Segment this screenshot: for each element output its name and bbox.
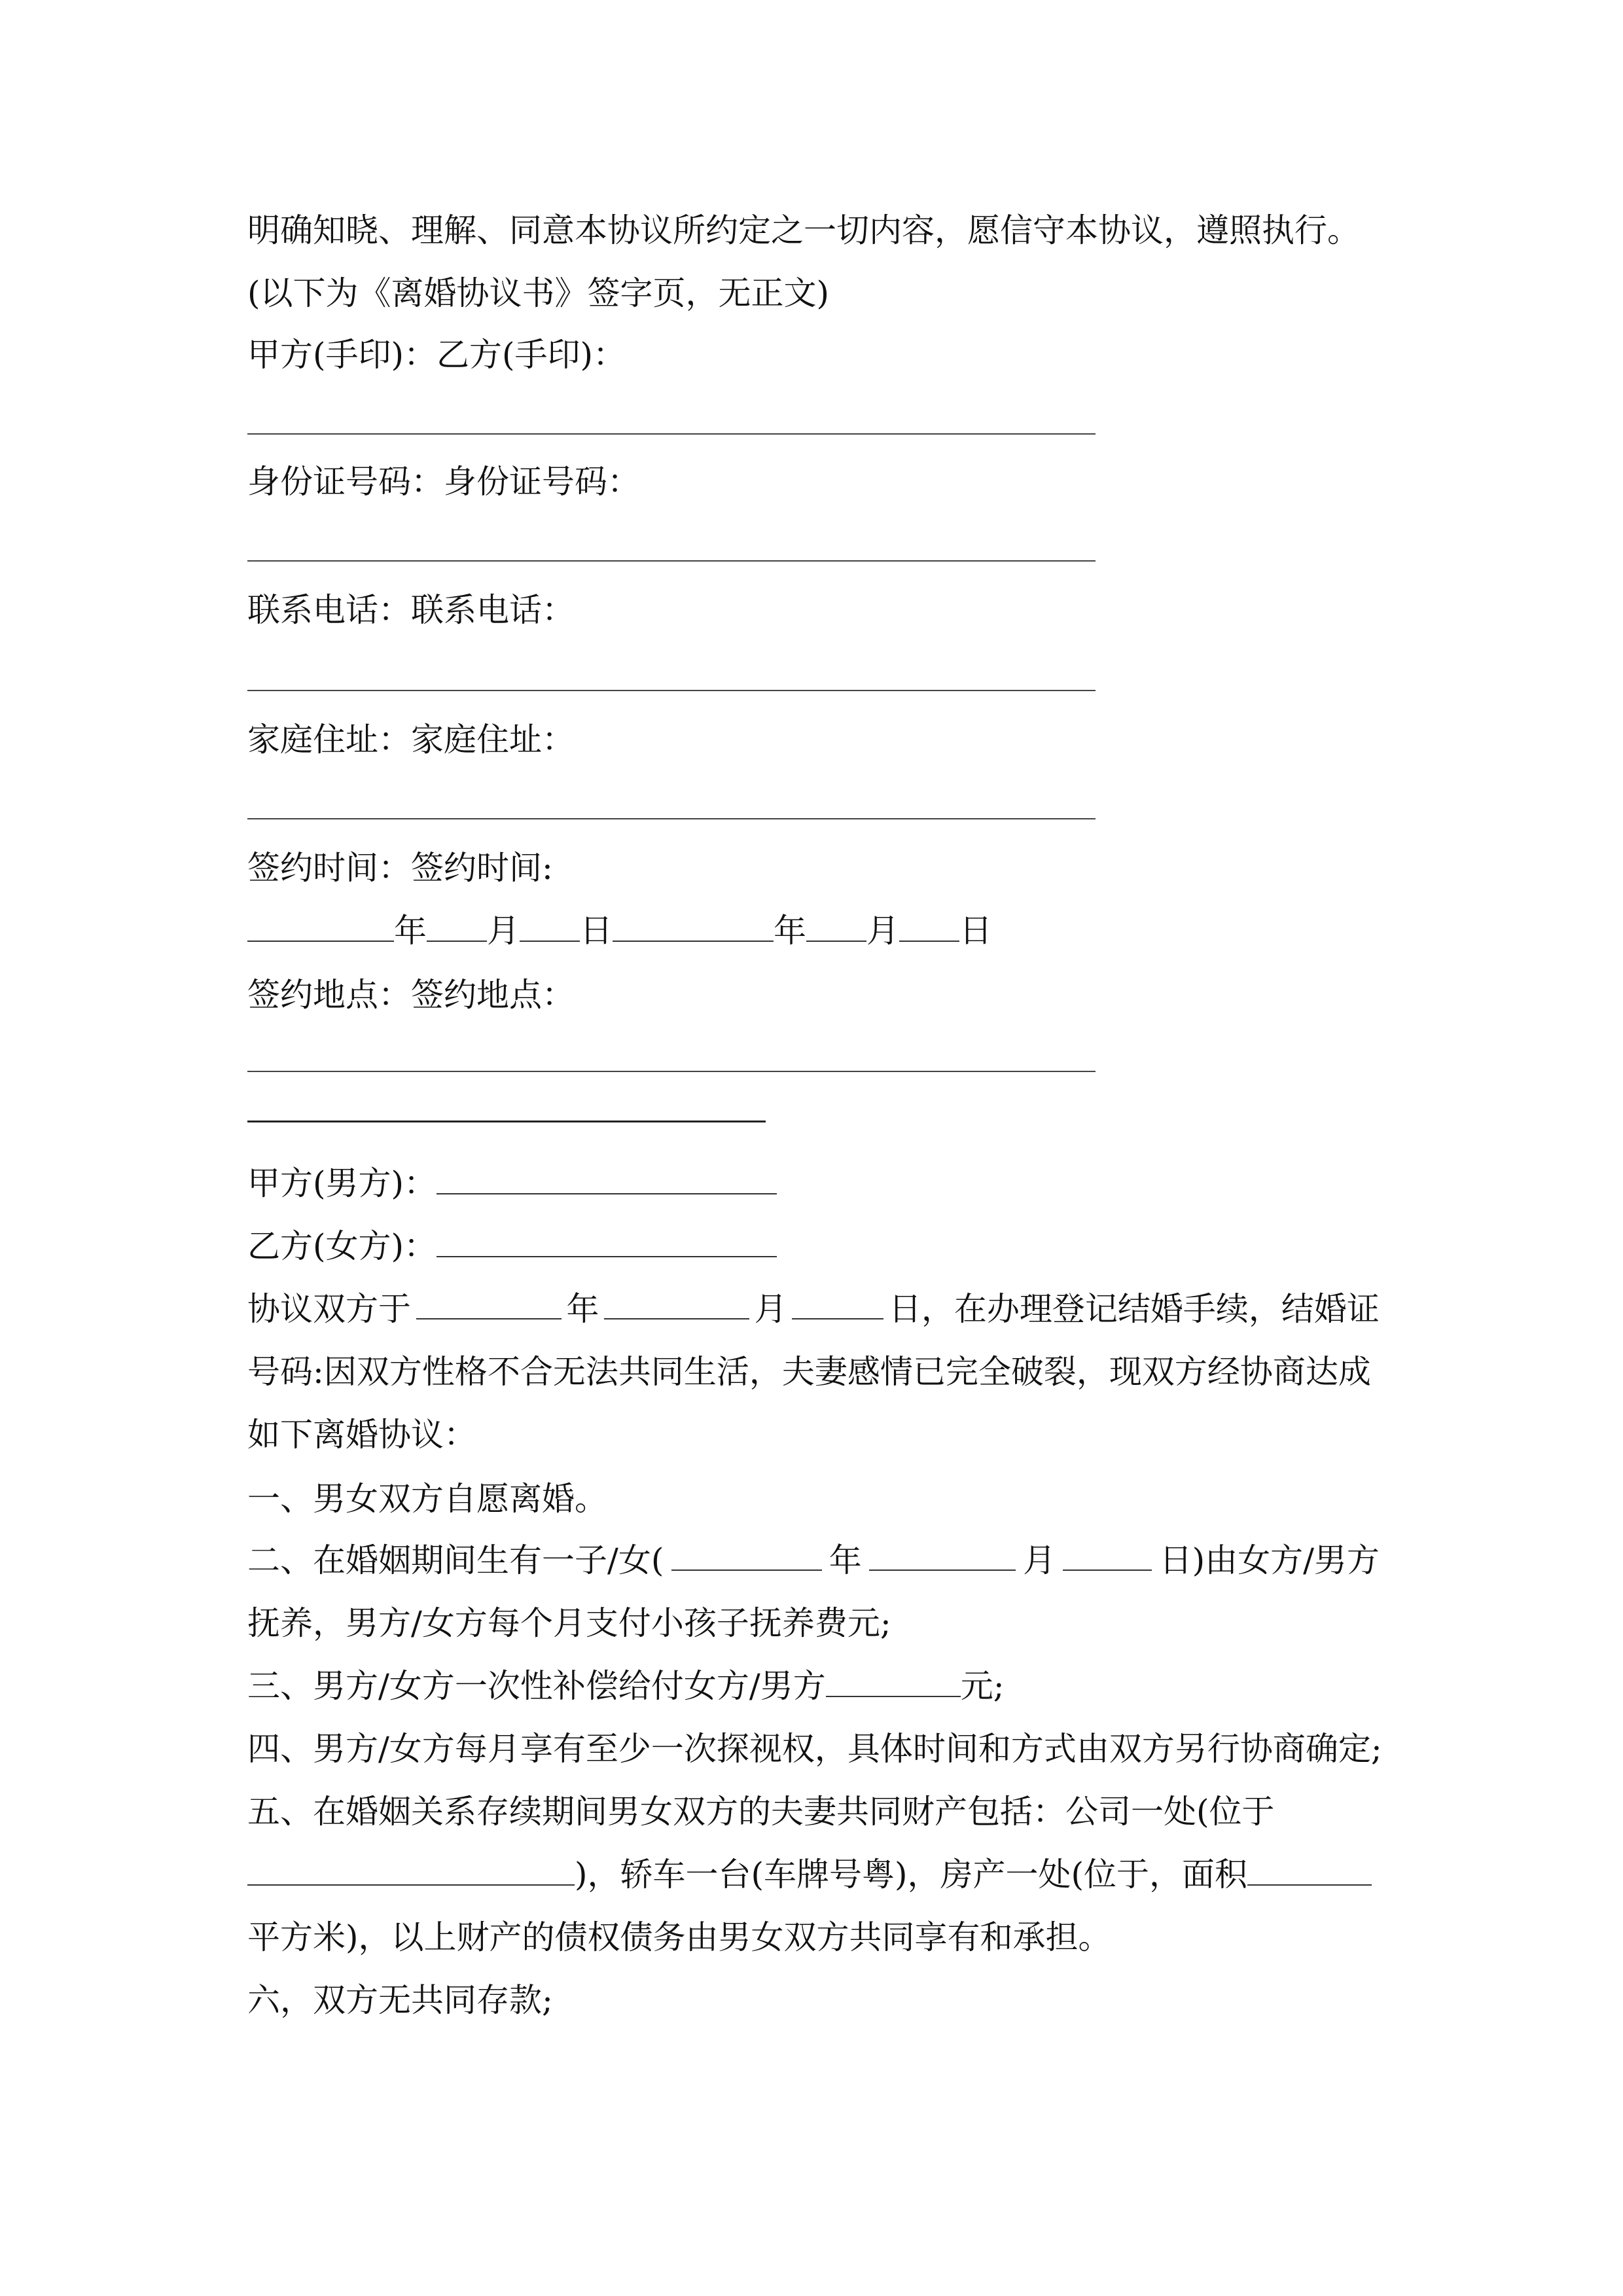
- sign-place-label: 签约地点：签约地点：: [247, 976, 575, 1014]
- child-birth-year-blank: [671, 1541, 822, 1571]
- child-birth-month-blank: [869, 1541, 1016, 1571]
- child-birth-day-blank: [1063, 1541, 1152, 1571]
- clause-3-suffix: 元;: [960, 1667, 1005, 1705]
- clause-4: 四、男方/女方每月享有至少一次探视权，具体时间和方式由双方另行协商确定;: [247, 1730, 1382, 1768]
- party-a-month-blank: [427, 912, 487, 942]
- marriage-year-blank: [416, 1289, 562, 1319]
- clause-5-line-3: 平方米)，以上财产的债权债务由男女双方共同享有和承担。: [247, 1918, 1111, 1956]
- consent-line: 明确知晓、理解、同意本协议所约定之一切内容，愿信守本协议，遵照执行。: [247, 211, 1360, 249]
- clause-3: [247, 1666, 1005, 1706]
- phone-line: [247, 690, 1096, 691]
- party-b-name-blank: [437, 1227, 777, 1257]
- party-b-line: [247, 1227, 777, 1266]
- date-month-label-b: 月: [866, 912, 899, 950]
- clause-1: 一、男女双方自愿离婚。: [247, 1480, 607, 1518]
- section-divider: [247, 1121, 766, 1122]
- clause-5-text-2: )，轿车一台(车牌号粤)，房产一处(位于，面积: [575, 1856, 1248, 1893]
- intro-day-rest: 日，在办理登记结婚手续，结婚证: [888, 1290, 1380, 1328]
- marriage-month-blank: [604, 1289, 749, 1319]
- property-area-blank: [1247, 1856, 1372, 1886]
- clause-5-line-1: [247, 1792, 1380, 1831]
- sign-place-line: [247, 1071, 1096, 1072]
- date-day-label-b: 日: [959, 912, 992, 950]
- marriage-day-blank: [792, 1289, 883, 1319]
- party-a-name-blank: [437, 1164, 777, 1194]
- sign-date-fields: [247, 911, 992, 950]
- company-location-blank: [247, 1856, 575, 1886]
- party-b-month-blank: [806, 912, 866, 942]
- handprint-signature-line: [247, 433, 1096, 435]
- party-a-year-blank: [247, 912, 394, 942]
- party-a-line: [247, 1164, 777, 1203]
- party-b-label: 乙方(女方)：: [247, 1227, 437, 1265]
- date-year-label-b: 年: [774, 912, 806, 950]
- intro-line-3: 如下离婚协议：: [247, 1416, 476, 1454]
- intro-line-2: 号码:因双方性格不合无法共同生活，夫妻感情已完全破裂，现双方经协商达成: [247, 1353, 1371, 1391]
- clause-2-line-2: 抚养，男方/女方每个月支付小孩子抚养费元;: [247, 1604, 891, 1642]
- intro-month-label: 月: [754, 1290, 787, 1328]
- clause-3-prefix: 三、男方/女方一次性补偿给付女方/男方: [247, 1667, 826, 1705]
- intro-prefix: 协议双方于: [247, 1290, 411, 1328]
- clause-5-line-2: [247, 1855, 1372, 1894]
- id-number-label: 身份证号码：身份证号码：: [247, 463, 640, 501]
- clause-2-year-label: 年: [829, 1541, 862, 1579]
- sign-time-label: 签约时间：签约时间:: [247, 849, 553, 887]
- intro-line-1: [247, 1289, 1380, 1329]
- id-number-line: [247, 560, 1096, 562]
- address-line: [247, 818, 1096, 819]
- date-day-label-a: 日: [580, 912, 613, 950]
- clause-2-line-1: [247, 1541, 1380, 1580]
- intro-year-label: 年: [566, 1290, 599, 1328]
- party-b-year-blank: [613, 912, 774, 942]
- clause-6: 六，双方无共同存款;: [247, 1981, 553, 2019]
- clause-2-prefix: 二、在婚姻期间生有一子/女(: [247, 1541, 664, 1579]
- clause-5-text-1: 五、在婚姻关系存续期间男女双方的夫妻共同财产包括：公司一处(位于: [247, 1793, 1275, 1831]
- phone-label: 联系电话：联系电话：: [247, 591, 575, 629]
- compensation-amount-blank: [826, 1667, 961, 1697]
- date-year-label-a: 年: [394, 912, 427, 950]
- party-b-day-blank: [899, 912, 959, 942]
- clause-2-month-label: 月: [1023, 1541, 1056, 1579]
- address-label: 家庭住址：家庭住址：: [247, 721, 575, 759]
- date-month-label-a: 月: [487, 912, 520, 950]
- party-a-label: 甲方(男方)：: [247, 1164, 437, 1202]
- party-a-day-blank: [520, 912, 580, 942]
- handprint-label: 甲方(手印)：乙方(手印)：: [247, 336, 626, 374]
- clause-2-suffix: 日)由女方/男方: [1159, 1541, 1380, 1579]
- signature-page-note: (以下为《离婚协议书》签字页，无正文): [247, 274, 830, 312]
